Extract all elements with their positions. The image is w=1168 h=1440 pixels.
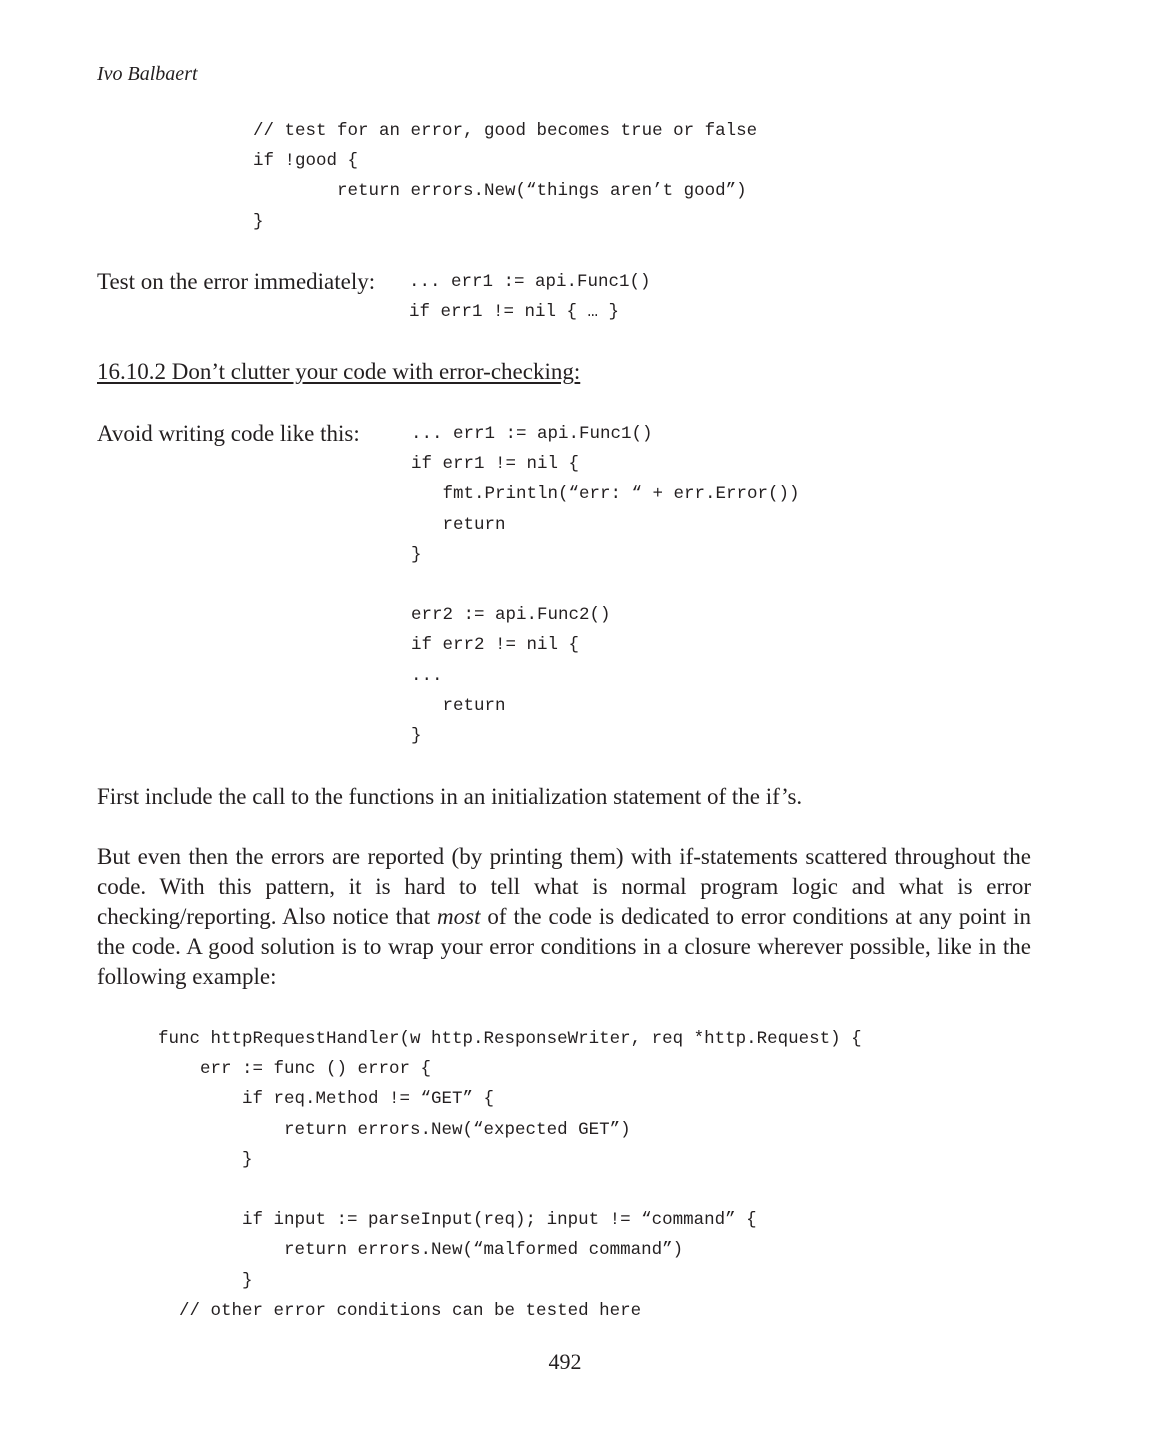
code-line: } (158, 1149, 253, 1170)
code-line: } (411, 725, 422, 746)
code-line: ... (411, 665, 443, 686)
code-block-avoid (411, 419, 800, 751)
code-line: } (411, 544, 422, 565)
code-block-test-immediately (409, 267, 651, 327)
page-number: 492 (548, 1349, 582, 1374)
test-immediately-label: Test on the error immediately: (97, 269, 376, 294)
code-line: // test for an error, good becomes true or false (253, 121, 758, 141)
code-line: ... err1 := api.Func1() (409, 272, 651, 292)
section-heading: 16.10.2 Don’t clutter your code with error-checking: (97, 359, 581, 384)
code-line: fmt.Println(“err: “ + err.Error()) (411, 484, 800, 505)
code-line: if input := parseInput(req); input != “command” { (158, 1210, 757, 1231)
code-line: if !good { (253, 151, 359, 172)
emphasis-most: most (437, 904, 481, 929)
code-line: } (253, 211, 264, 232)
paragraph-text: of the code is dedicated to error conditions at any point in the code. A good solution is to wrap your error conditions in a closure wherever possible, like in the following example: (97, 904, 1031, 989)
code-line: // other error conditions can be tested here (158, 1300, 642, 1321)
code-line: return (411, 514, 506, 535)
paragraph-text: But even then the errors are reported (by printing them) with if-statements scattered throughout the code. With this pattern, it is hard to tell what is normal program logic and what is error checking/reporting. Also notice that (97, 844, 1031, 929)
code-line: if req.Method != “GET” { (158, 1089, 495, 1110)
code-line: return errors.New(“malformed command”) (158, 1240, 684, 1261)
code-line: return errors.New(“things aren’t good”) (253, 181, 747, 202)
code-line (158, 1175, 862, 1205)
code-line: return errors.New(“expected GET”) (158, 1119, 631, 1140)
code-line: ... err1 := api.Func1() (411, 424, 653, 444)
code-line: return (411, 695, 506, 716)
code-line: if err2 != nil { (411, 635, 580, 656)
code-block-http-handler (158, 1024, 862, 1326)
paragraph-closure-explanation (97, 842, 1031, 992)
code-line (411, 570, 800, 600)
code-line: func httpRequestHandler(w http.ResponseWriter, req *http.Request) { (158, 1029, 862, 1049)
code-line: if err1 != nil { (411, 454, 580, 475)
code-line: if err1 != nil { … } (409, 302, 620, 323)
code-line: } (158, 1270, 253, 1291)
code-block-error-test (253, 116, 757, 237)
code-line: err := func () error { (158, 1059, 432, 1080)
code-line: err2 := api.Func2() (411, 605, 611, 626)
paragraph-initialization: First include the call to the functions in an initialization statement of the if’s. (97, 784, 803, 809)
avoid-code-label: Avoid writing code like this: (97, 421, 360, 446)
running-header-author: Ivo Balbaert (97, 63, 198, 85)
